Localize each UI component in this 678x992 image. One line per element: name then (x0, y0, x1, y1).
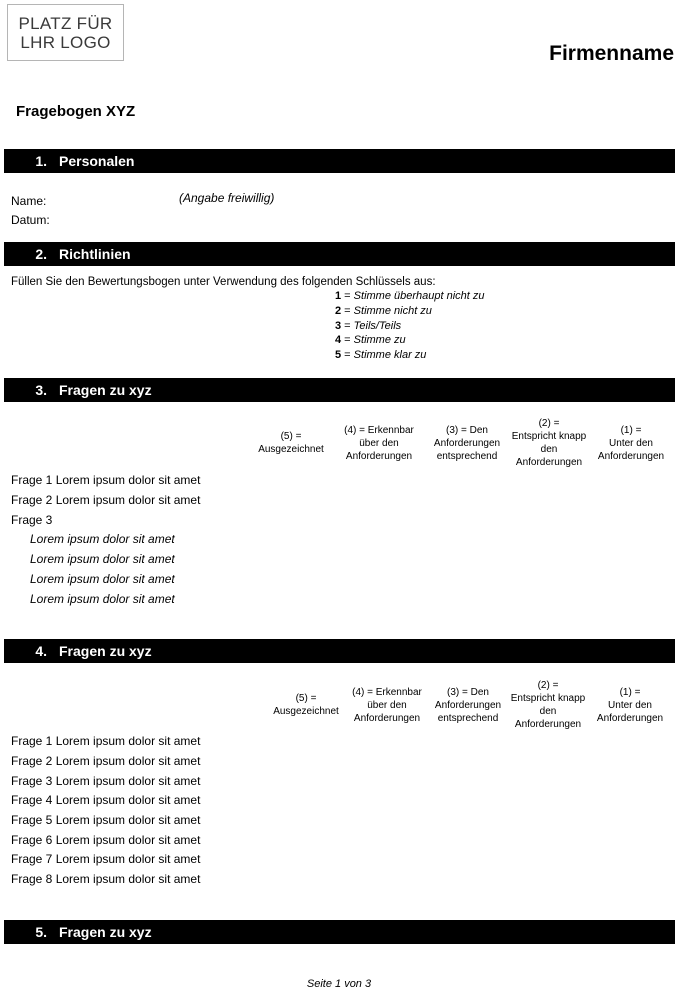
document-title: Fragebogen XYZ (16, 103, 136, 120)
rating-column-5: (5) = Ausgezeichnet (258, 431, 324, 455)
question-subitem: Lorem ipsum dolor sit amet (30, 552, 175, 566)
rating-column-4: (4) = Erkennbar über den Anforderungen (344, 425, 414, 462)
scale-item-3: 3 = Teils/Teils (335, 320, 402, 332)
rating-column-3: (3) = Den Anforderungen entsprechend (433, 425, 501, 462)
section-title: Richtlinien (59, 246, 131, 262)
scale-item-1: 1 = Stimme überhaupt nicht zu (335, 290, 485, 302)
section-number: 5. (35, 924, 47, 940)
section-header-3 (4, 378, 675, 402)
guidelines-intro: Füllen Sie den Bewertungsbogen unter Verwendung des folgenden Schlüssels aus: (11, 276, 436, 288)
question-item: Frage 1 Lorem ipsum dolor sit amet (11, 734, 201, 748)
scale-key: 2 (335, 305, 342, 317)
logo-line-1: PLATZ FÜR (18, 13, 113, 33)
question-item: Frage 3 Lorem ipsum dolor sit amet (11, 774, 201, 788)
section-title: Personalen (59, 153, 135, 169)
scale-item-5: 5 = Stimme klar zu (335, 349, 427, 361)
scale-text: Stimme zu (353, 334, 406, 346)
rating-column-1: (1) = Unter den Anforderungen (596, 687, 664, 724)
rating-column-3: (3) = Den Anforderungen entsprechend (434, 687, 502, 724)
scale-item-2: 2 = Stimme nicht zu (335, 305, 432, 317)
question-item: Frage 5 Lorem ipsum dolor sit amet (11, 813, 201, 827)
rating-column-4: (4) = Erkennbar über den Anforderungen (352, 687, 422, 724)
scale-key: 5 (335, 349, 342, 361)
scale-key: 4 (335, 334, 342, 346)
question-subitem: Lorem ipsum dolor sit amet (30, 592, 175, 606)
scale-text: Stimme klar zu (353, 349, 427, 361)
section-title: Fragen zu xyz (59, 924, 152, 940)
logo-line-2: LHR LOGO (20, 32, 111, 52)
date-label: Datum: (11, 213, 50, 227)
optional-note: (Angabe freiwillig) (179, 191, 275, 205)
question-item: Frage 8 Lorem ipsum dolor sit amet (11, 872, 201, 886)
page-number: Seite 1 von 3 (306, 978, 372, 990)
rating-column-5: (5) = Ausgezeichnet (273, 693, 339, 717)
scale-item-4: 4 = Stimme zu (335, 334, 406, 346)
section-number: 1. (35, 153, 47, 169)
section-header-1 (4, 149, 675, 173)
section-title: Fragen zu xyz (59, 382, 152, 398)
section-header-2 (4, 242, 675, 266)
question-item: Frage 2 Lorem ipsum dolor sit amet (11, 493, 201, 507)
section-header-4 (4, 639, 675, 663)
section-number: 2. (35, 246, 47, 262)
scale-text: Stimme überhaupt nicht zu (353, 290, 485, 302)
question-item: Frage 6 Lorem ipsum dolor sit amet (11, 833, 201, 847)
question-item: Frage 7 Lorem ipsum dolor sit amet (11, 852, 201, 866)
question-item: Frage 4 Lorem ipsum dolor sit amet (11, 793, 201, 807)
company-name: Firmenname (549, 42, 674, 65)
question-item: Frage 2 Lorem ipsum dolor sit amet (11, 754, 201, 768)
scale-key: 1 (335, 290, 342, 302)
section-title: Fragen zu xyz (59, 643, 152, 659)
name-label: Name: (11, 194, 47, 208)
scale-text: Teils/Teils (353, 320, 402, 332)
logo-placeholder (7, 4, 124, 61)
section-number: 4. (35, 643, 47, 659)
rating-column-1: (1) = Unter den Anforderungen (597, 425, 665, 462)
rating-column-2: (2) = Entspricht knapp den Anforderungen (511, 418, 587, 468)
question-item: Frage 3 (11, 513, 53, 527)
question-item: Frage 1 Lorem ipsum dolor sit amet (11, 473, 201, 487)
scale-text: Stimme nicht zu (353, 305, 432, 317)
section-number: 3. (35, 382, 47, 398)
question-subitem: Lorem ipsum dolor sit amet (30, 532, 175, 546)
section-header-5 (4, 920, 675, 944)
scale-key: 3 (335, 320, 342, 332)
rating-column-2: (2) = Entspricht knapp den Anforderungen (510, 680, 586, 730)
question-subitem: Lorem ipsum dolor sit amet (30, 572, 175, 586)
